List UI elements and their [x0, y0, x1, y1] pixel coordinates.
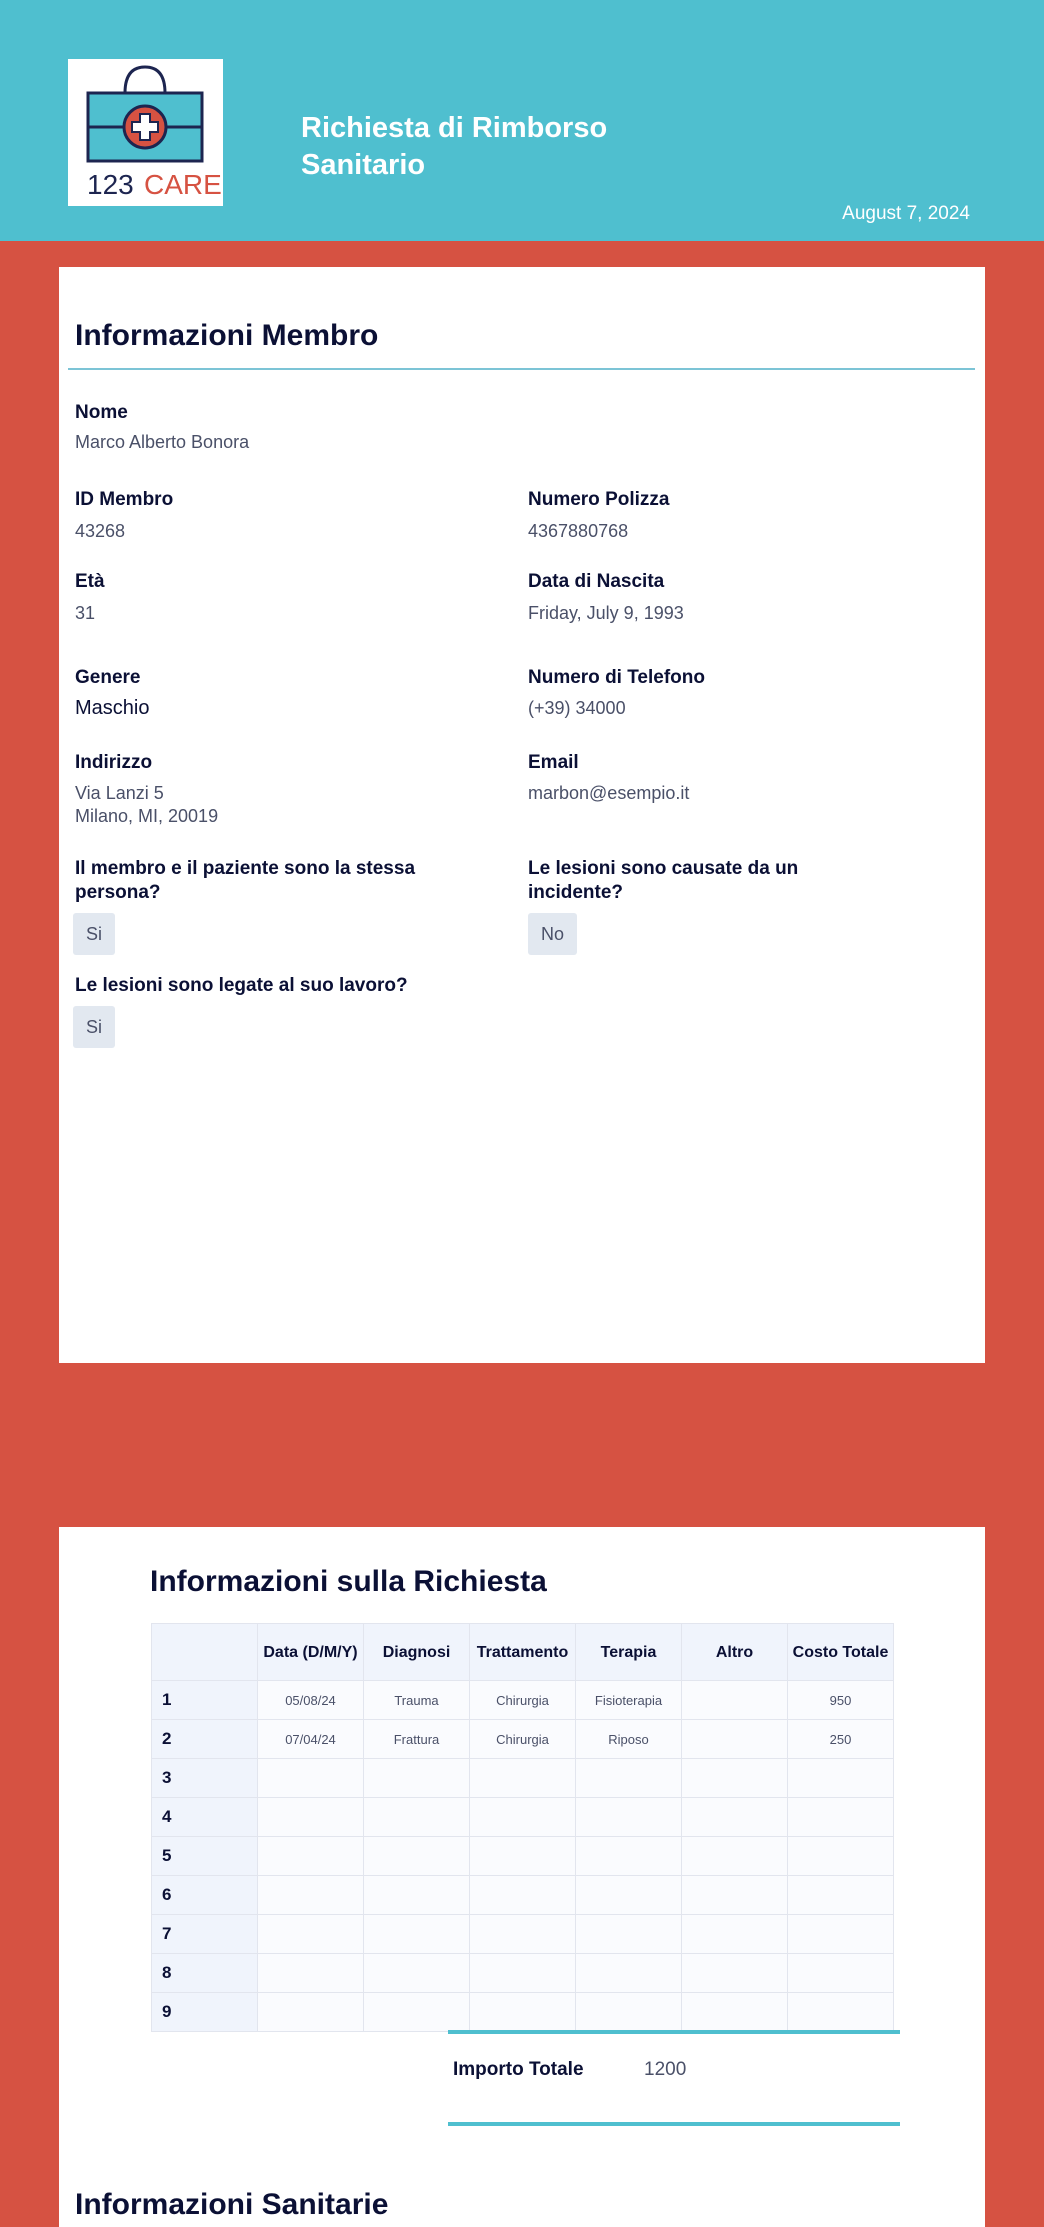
same-person-answer: Si: [73, 913, 115, 955]
member-info-card: [59, 267, 985, 1363]
row-number: 5: [152, 1837, 258, 1876]
table-cell: [470, 1954, 576, 1993]
total-amount-box: [448, 2030, 900, 2126]
table-cell: Chirurgia: [470, 1720, 576, 1759]
table-cell: [364, 1915, 470, 1954]
row-number: 9: [152, 1993, 258, 2032]
table-row: [152, 1954, 894, 1993]
table-cell: [258, 1954, 364, 1993]
table-cell: [576, 1954, 682, 1993]
header: [0, 0, 1044, 241]
table-row: [152, 1798, 894, 1837]
logo: [68, 59, 223, 206]
column-header: [152, 1624, 258, 1681]
gender-label: Genere: [75, 667, 141, 688]
table-row: [152, 1759, 894, 1798]
column-header: Diagnosi: [364, 1624, 470, 1681]
table-cell: [788, 1954, 894, 1993]
row-number: 4: [152, 1798, 258, 1837]
table-cell: [258, 1759, 364, 1798]
accident-answer: No: [528, 913, 577, 955]
table-cell: 250: [788, 1720, 894, 1759]
column-header: Terapia: [576, 1624, 682, 1681]
table-cell: [258, 1798, 364, 1837]
table-row: [152, 1876, 894, 1915]
table-cell: [682, 1954, 788, 1993]
section-title: Informazioni sulla Richiesta: [150, 1565, 547, 1598]
policy-label: Numero Polizza: [528, 489, 670, 510]
table-cell: [470, 1993, 576, 2032]
table-row: [152, 1681, 894, 1720]
claim-table: [151, 1623, 894, 2032]
table-cell: [682, 1759, 788, 1798]
table-cell: [682, 1720, 788, 1759]
column-header: Costo Totale: [788, 1624, 894, 1681]
row-number: 7: [152, 1915, 258, 1954]
row-number: 6: [152, 1876, 258, 1915]
svg-text:CARE: CARE: [144, 169, 222, 200]
work-related-question: Le lesioni sono legate al suo lavoro?: [75, 975, 408, 996]
table-cell: [364, 1993, 470, 2032]
table-cell: [258, 1915, 364, 1954]
table-cell: [788, 1837, 894, 1876]
same-person-question: Il membro e il paziente sono la stessa persona?: [75, 858, 416, 903]
divider: [68, 368, 975, 370]
member-id-value: 43268: [75, 521, 126, 541]
email-label: Email: [528, 752, 579, 773]
age-value: 31: [75, 603, 96, 623]
section-title: Informazioni Membro: [75, 319, 379, 352]
table-cell: [470, 1876, 576, 1915]
table-cell: 05/08/24: [258, 1681, 364, 1720]
table-cell: [788, 1798, 894, 1837]
member-id-label: ID Membro: [75, 489, 174, 510]
table-cell: Fisioterapia: [576, 1681, 682, 1720]
table-cell: Riposo: [576, 1720, 682, 1759]
table-cell: [576, 1837, 682, 1876]
total-value: 1200: [644, 2059, 687, 2080]
table-cell: [364, 1876, 470, 1915]
svg-text:123: 123: [87, 169, 134, 200]
table-cell: [788, 1915, 894, 1954]
row-number: 1: [152, 1681, 258, 1720]
table-cell: [364, 1759, 470, 1798]
table-cell: [258, 1876, 364, 1915]
table-cell: [576, 1759, 682, 1798]
table-cell: [258, 1837, 364, 1876]
table-cell: [788, 1876, 894, 1915]
row-number: 3: [152, 1759, 258, 1798]
dob-value: Friday, July 9, 1993: [528, 603, 684, 623]
table-cell: [576, 1915, 682, 1954]
row-number: 8: [152, 1954, 258, 1993]
table-cell: [576, 1798, 682, 1837]
table-cell: [682, 1681, 788, 1720]
table-cell: [258, 1993, 364, 2032]
phone-label: Numero di Telefono: [528, 667, 705, 688]
table-cell: 07/04/24: [258, 1720, 364, 1759]
table-cell: [576, 1993, 682, 2032]
table-row: [152, 1720, 894, 1759]
column-header: Data (D/M/Y): [258, 1624, 364, 1681]
table-row: [152, 1993, 894, 2032]
table-cell: [470, 1798, 576, 1837]
email-value: marbon@esempio.it: [528, 783, 690, 803]
gender-value: Maschio: [75, 697, 150, 719]
table-cell: [682, 1915, 788, 1954]
name-label: Nome: [75, 402, 128, 423]
column-header: Trattamento: [470, 1624, 576, 1681]
table-cell: [682, 1993, 788, 2032]
work-related-answer: Si: [73, 1006, 115, 1048]
table-row: [152, 1837, 894, 1876]
section-title: Informazioni Sanitarie: [75, 2188, 389, 2221]
table-cell: Frattura: [364, 1720, 470, 1759]
table-cell: Trauma: [364, 1681, 470, 1720]
table-row: [152, 1915, 894, 1954]
total-label: Importo Totale: [453, 2059, 584, 2080]
phone-value: (+39) 34000: [528, 698, 626, 718]
table-cell: [470, 1759, 576, 1798]
address-line1: Via Lanzi 5: [75, 783, 164, 803]
table-cell: Chirurgia: [470, 1681, 576, 1720]
medical-bag-logo-icon: [68, 59, 223, 206]
document-date: August 7, 2024: [842, 203, 970, 224]
table-cell: [682, 1837, 788, 1876]
table-cell: [682, 1798, 788, 1837]
table-cell: [682, 1876, 788, 1915]
table-cell: [470, 1915, 576, 1954]
name-value: Marco Alberto Bonora: [75, 432, 250, 452]
table-cell: [364, 1837, 470, 1876]
claim-info-card: [59, 1527, 985, 2227]
table-cell: [788, 1993, 894, 2032]
column-header: Altro: [682, 1624, 788, 1681]
age-label: Età: [75, 571, 105, 592]
table-cell: [364, 1798, 470, 1837]
address-line2: Milano, MI, 20019: [75, 806, 219, 826]
address-label: Indirizzo: [75, 752, 153, 773]
table-header-row: [152, 1624, 894, 1681]
dob-label: Data di Nascita: [528, 571, 665, 592]
accident-question: Le lesioni sono causate da un incidente?: [528, 858, 799, 903]
table-cell: 950: [788, 1681, 894, 1720]
table-cell: [788, 1759, 894, 1798]
table-cell: [576, 1876, 682, 1915]
table-cell: [470, 1837, 576, 1876]
policy-value: 4367880768: [528, 521, 629, 541]
row-number: 2: [152, 1720, 258, 1759]
page-title: Richiesta di Rimborso Sanitario: [301, 112, 608, 181]
table-cell: [364, 1954, 470, 1993]
